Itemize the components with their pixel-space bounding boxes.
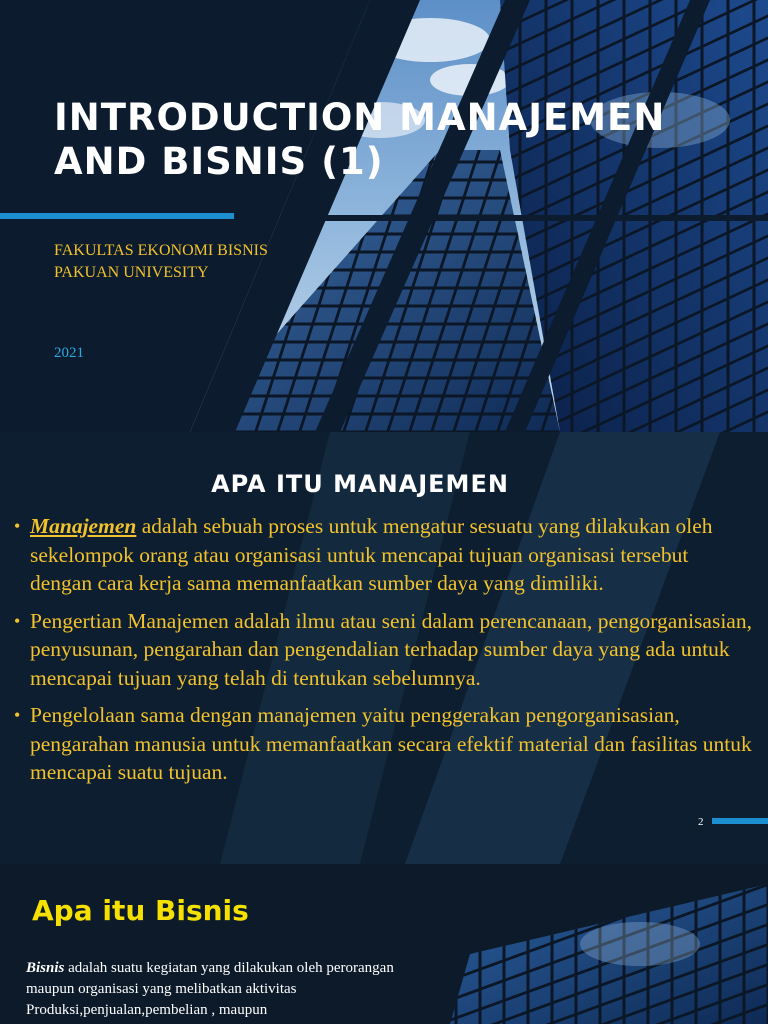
slide-apa-itu-bisnis (0, 864, 768, 1024)
slide-apa-itu-manajemen (0, 432, 768, 864)
title-accent-bar (0, 213, 234, 219)
subtitle-line-2: PAKUAN UNIVESITY (54, 264, 209, 281)
bullet-icon: • (14, 705, 21, 725)
presentation-title (54, 96, 714, 184)
bullet-icon: • (14, 610, 21, 631)
accent-bar-right (712, 818, 768, 824)
list-item (14, 607, 754, 693)
list-item (14, 701, 754, 787)
institution-subtitle (54, 240, 354, 284)
bullet-text: adalah sebuah proses untuk mengatur sesuatu yang dilakukan oleh sekelompok orang atau organisasi untuk mencapai tujuan organisasi tersebut dengan cara kerja sama memanfaatkan sumber daya yang dimiliki. (30, 514, 713, 595)
subtitle-line-1: FAKULTAS EKONOMI BISNIS (54, 242, 268, 259)
paragraph-text: adalah suatu kegiatan yang dilakukan oleh perorangan maupun organisasi yang melibatkan aktivitas Produksi,penjualan,pembelian , maupun (26, 960, 394, 1018)
title-line-2: AND BISNIS (1) (54, 140, 384, 183)
bullet-text: Pengelolaan sama dengan manajemen yaitu penggerakan pengorganisasian, pengarahan manusia untuk memanfaatkan secara efektif material dan fasilitas untuk mencapai suatu tujuan. (30, 703, 752, 784)
year-label: 2021 (54, 345, 84, 361)
slide-title (0, 0, 768, 432)
term-bisnis: Bisnis (26, 960, 65, 976)
bisnis-definition (26, 958, 426, 1021)
bullet-text: Pengertian Manajemen adalah ilmu atau seni dalam perencanaan, pengorganisasian, penyusunan, pengarahan dan pengendalian terhadap sumber daya yang ada untuk mencapai tujuan yang telah di tentukan sebelumnya. (30, 608, 752, 690)
bullet-icon: • (14, 516, 21, 536)
term-manajemen: Manajemen (30, 514, 137, 538)
list-item (14, 512, 754, 598)
slide-heading: Apa itu Bisnis (32, 894, 249, 927)
page-number: 2 (698, 816, 704, 828)
slide-heading: APA ITU MANAJEMEN (211, 470, 509, 498)
definition-list (14, 512, 754, 796)
title-line-1: INTRODUCTION MANAJEMEN (54, 96, 666, 139)
